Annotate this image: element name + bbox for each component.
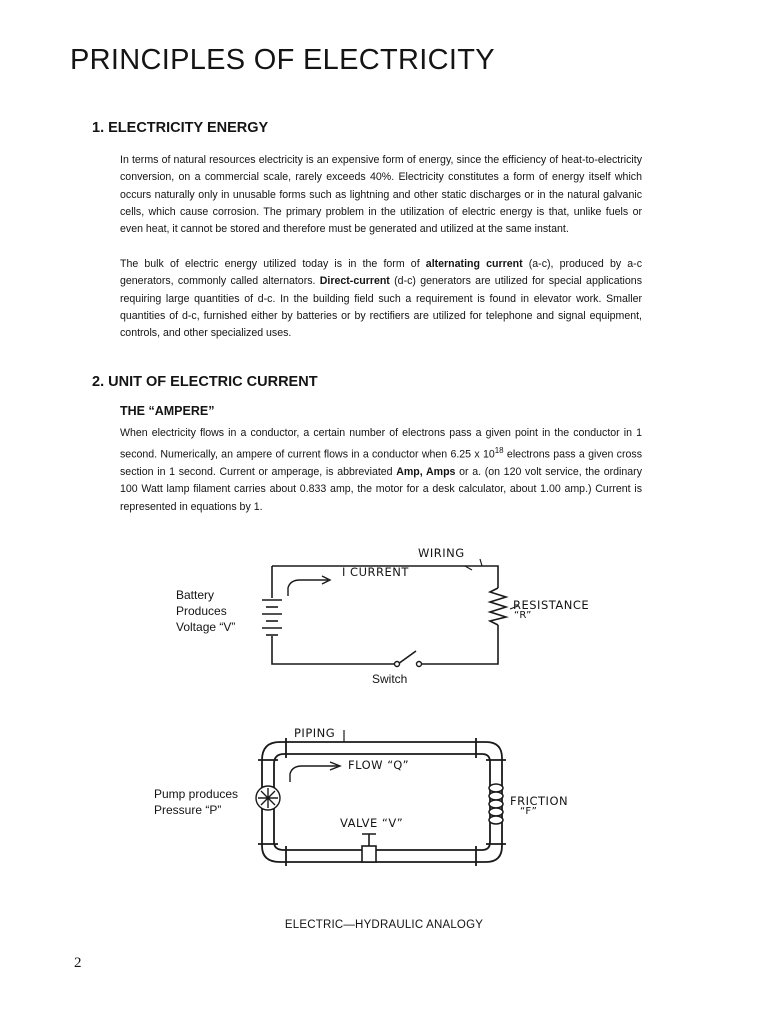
paragraph-text: or a. (on 120 volt service, the ordinary 100 Watt lamp filament carries about 0.833 amp, the motor for a desk calculator, about 1.00 amp.) Current is represented in equations by 1. xyxy=(120,466,643,513)
battery-label-line: Battery xyxy=(176,588,215,602)
bold-term-direct-current: Direct-current xyxy=(319,275,390,288)
battery-symbol xyxy=(262,600,282,635)
section-heading-electricity-energy: 1. ELECTRICITY ENERGY xyxy=(92,120,269,136)
section-heading-unit-of-current: 2. UNIT OF ELECTRIC CURRENT xyxy=(92,374,318,390)
page-number: 2 xyxy=(74,955,82,971)
switch-label: Switch xyxy=(372,672,408,686)
friction-symbol-label: “F” xyxy=(520,806,538,817)
piping xyxy=(258,730,506,866)
friction-label: FRICTION xyxy=(510,794,569,808)
bold-term-amps: Amp, Amps xyxy=(396,466,456,479)
battery-label-line: Produces xyxy=(176,604,227,618)
subheading-ampere: THE “AMPERE” xyxy=(120,404,215,418)
current-label: I CURRENT xyxy=(342,565,409,579)
wiring-label: WIRING xyxy=(418,546,465,560)
valve-symbol xyxy=(362,834,376,862)
battery-label-line: Voltage “V” xyxy=(176,620,236,634)
switch-contacts xyxy=(395,662,422,667)
figure-caption: ELECTRIC—HYDRAULIC ANALOGY xyxy=(284,919,484,931)
resistance-symbol-label: “R” xyxy=(514,610,532,621)
paragraph-electricity-energy: In terms of natural resources electricity is an expensive form of energy, since the efficiency of heat-to-electricity conversion, on a commercial scale, rarely exceeds 40%. Electricity constitutes a form of energy itself which occurs naturally only in unusable forms such as lightning and other static discharges or in the natural galvanic cells, which cause corrosion. The primary problem in the utilization of electric energy is that, unlike fuels or even heat, it cannot be stored and therefore must be generated and utilized at the same instant. xyxy=(120,154,642,236)
paragraph-text: (a-c), produced by a-c generators, commonly called alternators. xyxy=(120,258,642,288)
pump-label-line: Pump produces xyxy=(154,787,239,801)
paragraph-text: When electricity flows in a conductor, a certain number of electrons pass a given point in the conductor in 1 second. Numerically, an ampere of current flows in a conductor when 6.25 x 10 xyxy=(120,427,642,461)
paragraph-text: The bulk of electric energy utilized today is in the form of xyxy=(120,258,426,270)
resistance-label: RESISTANCE xyxy=(513,598,590,612)
flow-label: FLOW “Q” xyxy=(348,758,410,772)
pump-label-line: Pressure “P” xyxy=(154,803,222,817)
paragraph-text: (d-c) generators are utilized for special applications requiring large quantities of d-c. In the building field such a requirement is found in elevator work. Smaller quantities of d-c, furnished either by batteries or by rectifiers are utilized for telephone and signal equipment, controls, and other specialized uses. xyxy=(120,275,642,340)
pump-label xyxy=(154,786,238,818)
piping-label: PIPING xyxy=(294,726,336,740)
battery-label xyxy=(176,587,235,635)
page-title: PRINCIPLES OF ELECTRICITY xyxy=(70,44,495,76)
paragraph-text: electrons pass a given cross section in 1 second. Current or amperage, is abbreviated xyxy=(120,448,642,479)
friction-coil xyxy=(489,784,503,824)
valve-label: VALVE “V” xyxy=(340,816,404,830)
pump-symbol xyxy=(256,786,280,810)
bold-term-alternating-current: alternating current xyxy=(425,258,523,270)
exponent: 18 xyxy=(494,446,504,456)
